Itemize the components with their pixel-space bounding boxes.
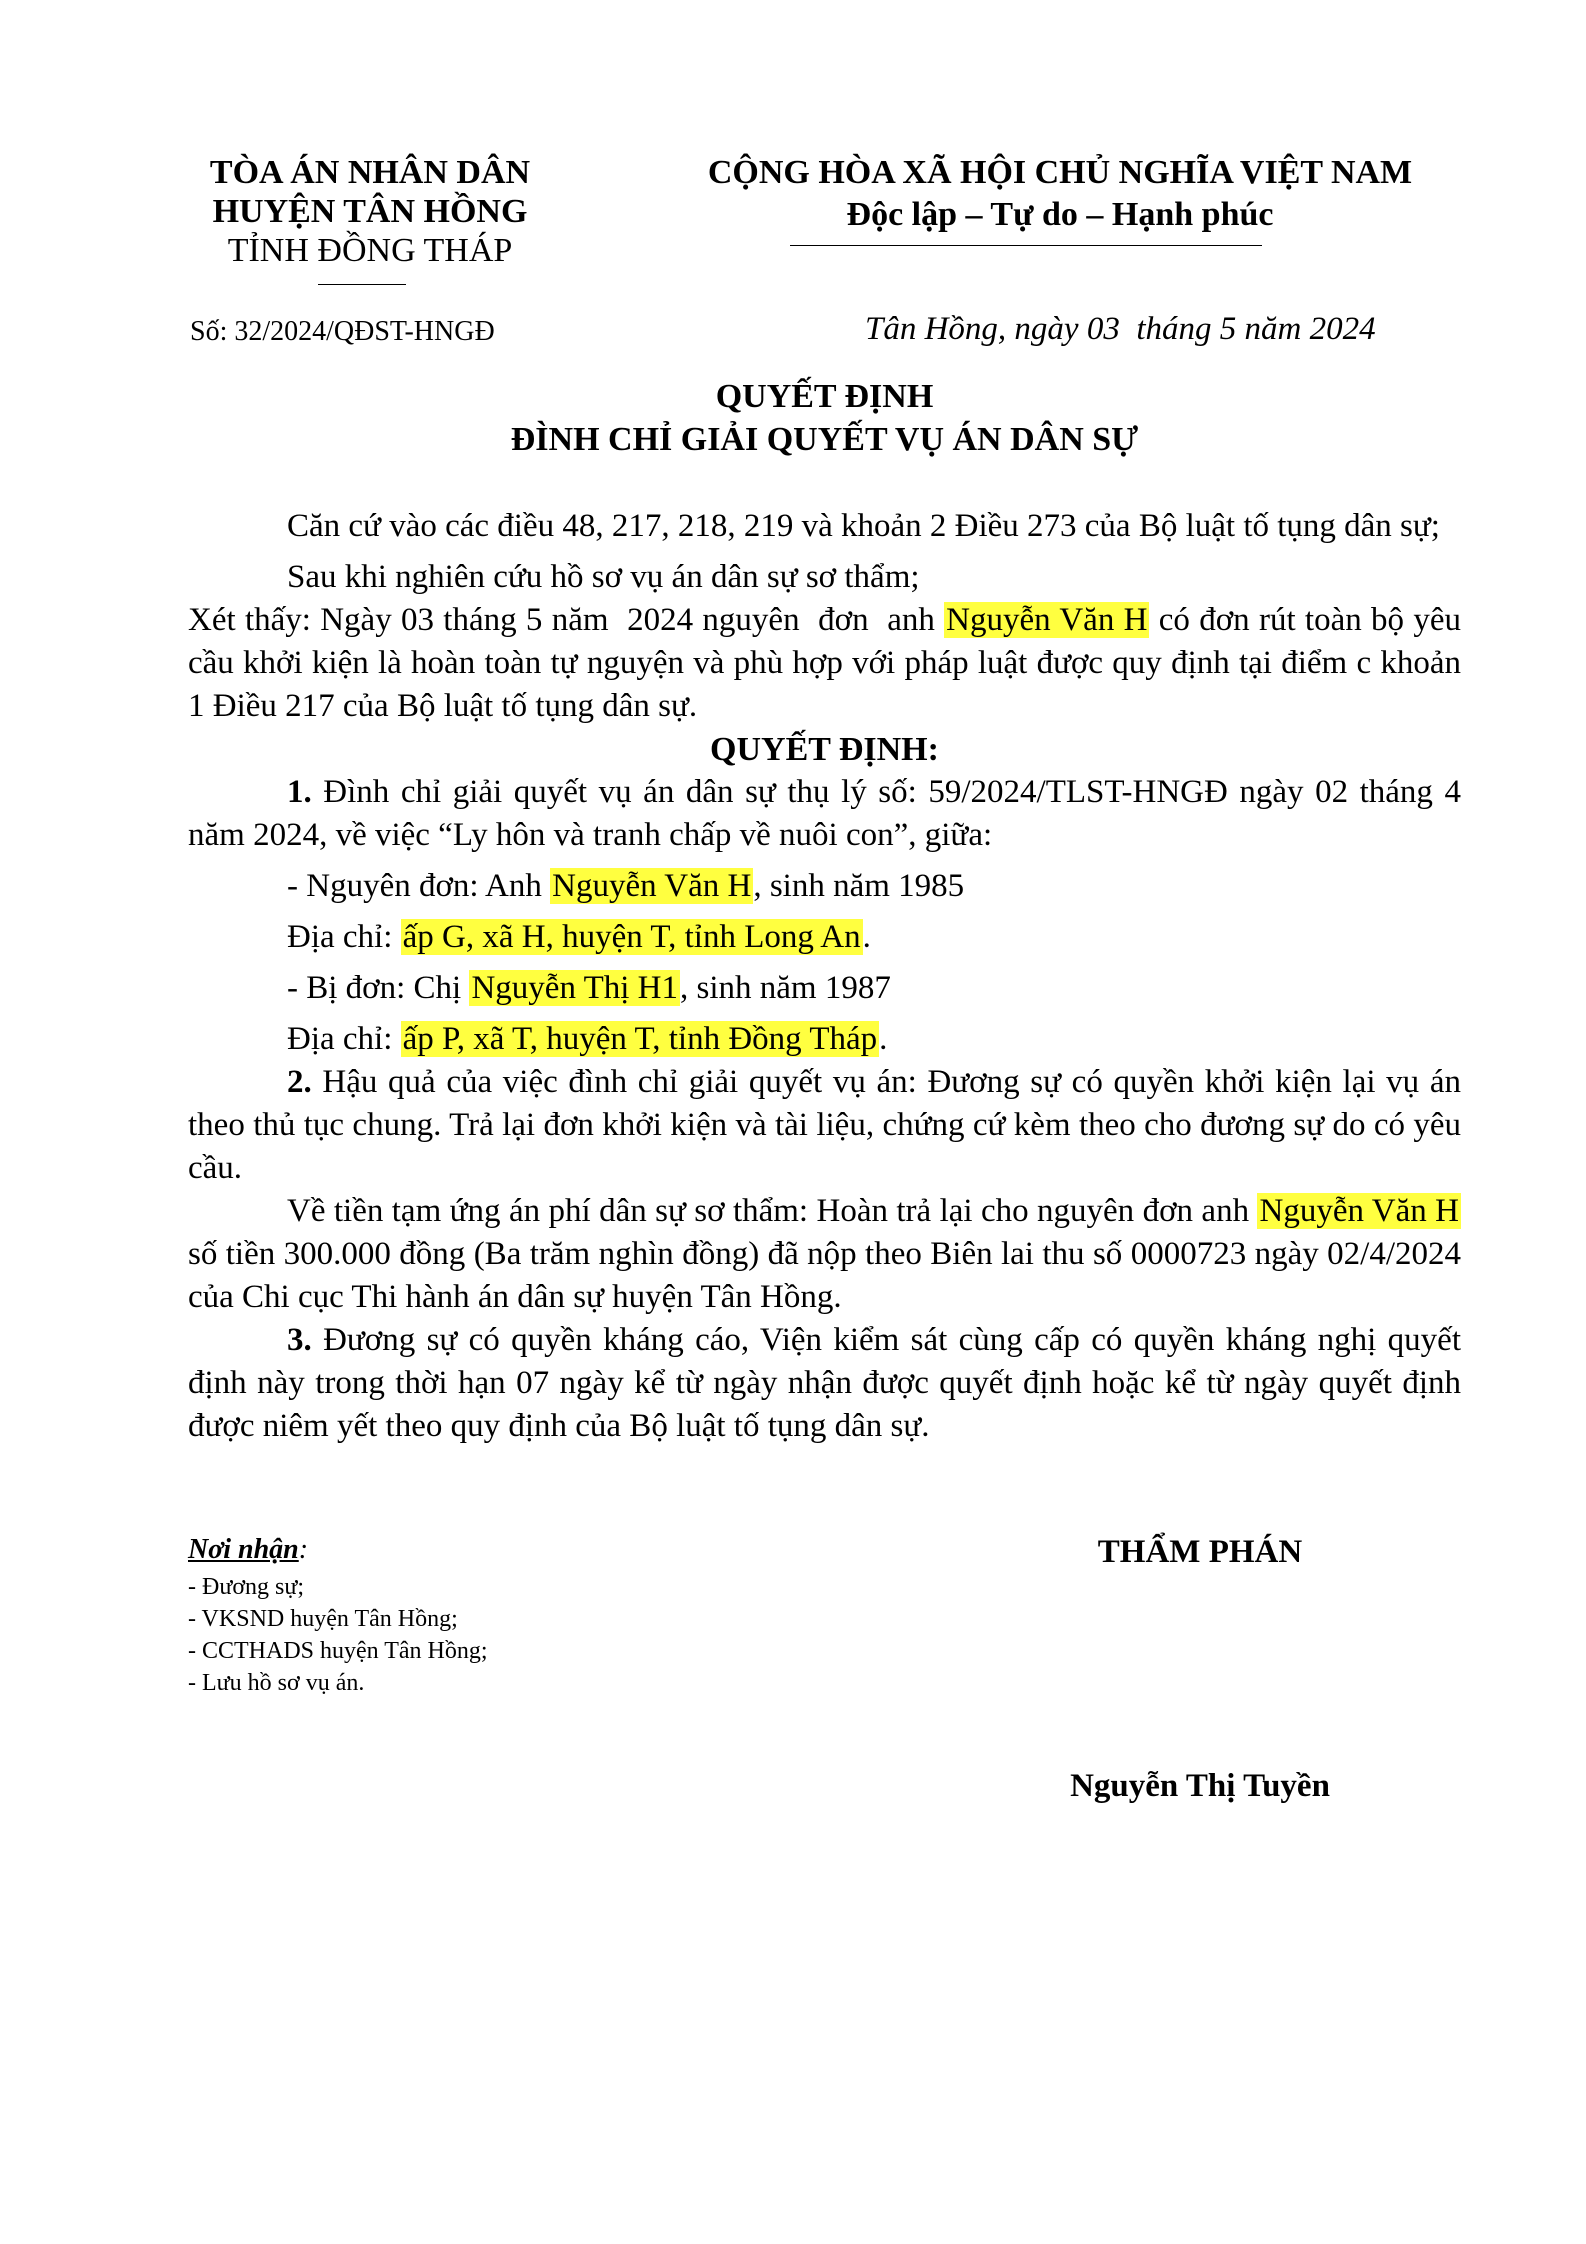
defendant-prefix: - Bị đơn: Chị [287,970,470,1006]
fee-text-a: Về tiền tạm ứng án phí dân sự sơ thẩm: Hoàn trả lại cho nguyên đơn anh [287,1193,1258,1229]
recipient-item: - CCTHADS huyện Tân Hồng; [188,1638,488,1664]
plaintiff-address-end: . [862,919,871,955]
recipients-heading [188,1532,308,1568]
document-number: Số: 32/2024/QĐST-HNGĐ [190,316,495,347]
item-1-text: Đình chỉ giải quyết vụ án dân sự thụ lý số: 59/2024/TLST-HNGĐ ngày 02 tháng 4 năm 2024, về việc “Ly hôn và tranh chấp về nuôi con”, giữa: [188,774,1461,853]
defendant-address-end: . [879,1021,888,1057]
plaintiff-name-highlight: Nguyễn Văn H [946,602,1148,638]
item-2-text: Hậu quả của việc đình chỉ giải quyết vụ án: Đương sự có quyền khởi kiện lại vụ án theo thủ tục chung. Trả lại đơn khởi kiện và tài liệu, chứng cứ kèm theo cho đương sự do có yêu cầu. [188,1064,1461,1186]
decision-item-1 [188,771,1461,857]
recipients-colon: : [298,1534,309,1565]
court-name-line2: HUYỆN TÂN HỒNG [212,193,528,230]
plaintiff-address-label: Địa chỉ: [287,919,401,955]
defendant-birth: , sinh năm 1987 [680,970,891,1006]
decision-item-3 [188,1319,1461,1448]
recipients-label: Nơi nhận [188,1534,299,1565]
consideration-text-a: Xét thấy: Ngày 03 tháng 5 năm 2024 nguyên đơn anh [188,602,945,638]
preamble-consideration [188,599,1461,728]
document-date-place: Tân Hồng, ngày 03 tháng 5 năm 2024 [865,311,1376,347]
decision-heading: QUYẾT ĐỊNH: [710,731,939,768]
document-subtitle: ĐÌNH CHỈ GIẢI QUYẾT VỤ ÁN DÂN SỰ [510,421,1139,458]
recipient-item: - VKSND huyện Tân Hồng; [188,1606,458,1632]
plaintiff-address: ấp G, xã H, huyện T, tỉnh Long An [402,919,861,955]
signer-name: Nguyễn Thị Tuyền [1070,1768,1330,1804]
court-underline [318,284,406,285]
fee-refund-paragraph [188,1190,1461,1319]
fee-plaintiff-name: Nguyễn Văn H [1259,1193,1459,1229]
item-3-text: Đương sự có quyền kháng cáo, Viện kiểm sát cùng cấp có quyền kháng nghị quyết định này trong thời hạn 07 ngày kể từ ngày nhận được quyết định hoặc kể từ ngày quyết định được niêm yết theo quy định của Bộ luật tố tụng dân sự. [188,1322,1461,1444]
recipient-item: - Đương sự; [188,1574,305,1600]
signer-role: THẨM PHÁN [1097,1534,1303,1570]
preamble-legal-basis: Căn cứ vào các điều 48, 217, 218, 219 và khoản 2 Điều 273 của Bộ luật tố tụng dân sự; [287,508,1440,544]
nation-motto: Độc lập – Tự do – Hạnh phúc [846,196,1274,233]
item-1-number: 1. [287,774,312,810]
recipients-list [188,1571,488,1699]
plaintiff-birth: , sinh năm 1985 [753,868,965,904]
court-province: TỈNH ĐỒNG THÁP [227,232,513,269]
plaintiff-prefix: - Nguyên đơn: Anh [287,868,551,904]
recipient-item: - Lưu hồ sơ vụ án. [188,1670,365,1696]
document-title: QUYẾT ĐỊNH [715,378,934,415]
decision-item-2 [188,1061,1461,1190]
preamble-review: Sau khi nghiên cứu hồ sơ vụ án dân sự sơ thẩm; [287,559,920,595]
nation-title: CỘNG HÒA XÃ HỘI CHỦ NGHĨA VIỆT NAM [707,154,1413,191]
defendant-address-line [188,1018,1461,1061]
fee-text-b: số tiền 300.000 đồng (Ba trăm nghìn đồng) đã nộp theo Biên lai thu số 0000723 ngày 02/4/2024 của Chi cục Thi hành án dân sự huyện Tân Hồng. [188,1236,1461,1315]
plaintiff-name: Nguyễn Văn H [552,868,752,904]
consideration-text-b: có đơn rút toàn bộ yêu cầu khởi kiện là hoàn toàn tự nguyện và phù hợp với pháp luật được quy định tại điểm c khoản 1 Điều 217 của Bộ luật tố tụng dân sự. [188,602,1461,724]
defendant-line [188,967,1461,1010]
motto-underline [790,245,1262,246]
defendant-address-label: Địa chỉ: [287,1021,401,1057]
defendant-name: Nguyễn Thị H1 [471,970,679,1006]
defendant-address: ấp P, xã T, huyện T, tỉnh Đồng Tháp [402,1021,878,1057]
item-3-number: 3. [287,1322,312,1358]
plaintiff-line [188,865,1461,908]
document-body [188,505,1461,1448]
item-2-number: 2. [287,1064,312,1100]
court-name-line1: TÒA ÁN NHÂN DÂN [209,154,531,191]
plaintiff-address-line [188,916,1461,959]
